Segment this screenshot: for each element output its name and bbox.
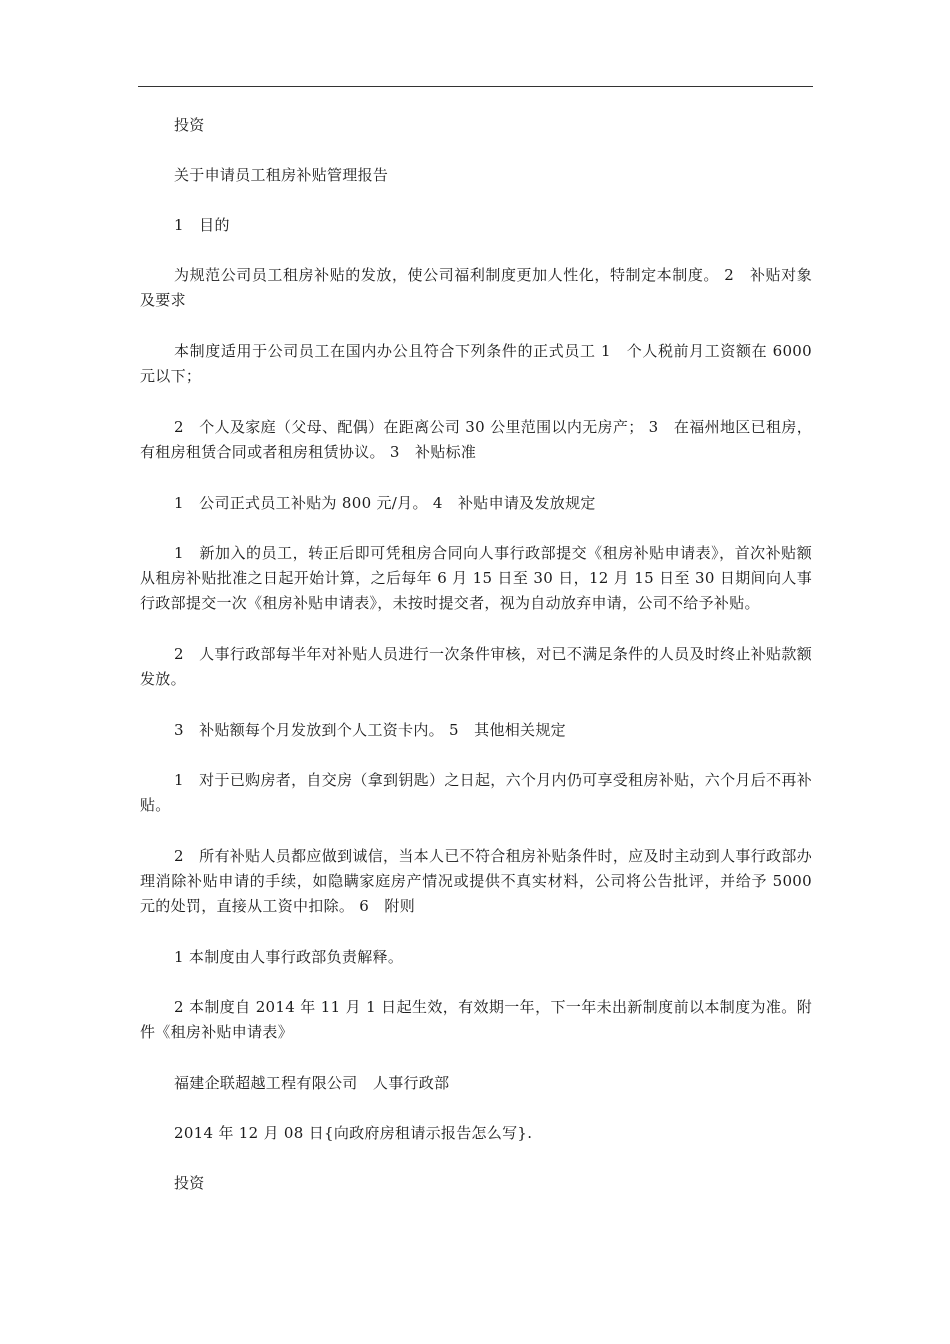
effective-date-paragraph: 2 本制度自 2014 年 11 月 1 日起生效，有效期一年，下一年未出新制度前以本制度为准。附件《租房补贴申请表》 [140,998,812,1041]
signature-date: 2014 年 12 月 08 日{向政府房租请示报告怎么写}. [174,1124,533,1142]
application-paragraph: 1 新加入的员工，转正后即可凭租房合同向人事行政部提交《租房补贴申请表》，首次补贴额从租房补贴批准之日起开始计算，之后每年 6 月 15 日至 30 日，12 月 15 日至 30 日期间向人事行政部提交一次《租房补贴申请表》，未按时提交者，视为自动放弃申请，公司不给予补贴。 [140,544,812,612]
conditions-paragraph: 2 个人及家庭（父母、配偶）在距离公司 30 公里范围以内无房产； 3 在福州地区已租房，有租房租赁合同或者租房租赁协议。 3 补贴标准 [140,418,812,461]
standard-paragraph: 1 公司正式员工补贴为 800 元/月。 4 补贴申请及发放规定 [174,494,596,512]
interpretation-paragraph: 1 本制度由人事行政部负责解释。 [174,948,404,966]
purpose-paragraph: 为规范公司员工租房补贴的发放，使公司福利制度更加人性化，特制定本制度。 2 补贴对象及要求 [140,266,812,309]
scope-paragraph: 本制度适用于公司员工在国内办公且符合下列条件的正式员工 1 个人税前月工资额在 6000 元以下； [140,342,812,385]
integrity-paragraph: 2 所有补贴人员都应做到诚信，当本人已不符合租房补贴条件时，应及时主动到人事行政部办理消除补贴申请的手续，如隐瞒家庭房产情况或提供不真实材料，公司将公告批评，并给予 5000 元的处罚，直接从工资中扣除。 6 附则 [140,847,812,915]
footer-tag: 投资 [174,1174,205,1192]
section-purpose-heading: 1 目的 [174,216,230,234]
purchased-house-paragraph: 1 对于已购房者，自交房（拿到钥匙）之日起，六个月内仍可享受租房补贴，六个月后不再补贴。 [140,771,812,814]
document-title: 关于申请员工租房补贴管理报告 [174,166,389,184]
header-tag: 投资 [174,116,205,134]
document-body [140,113,812,1221]
signature-department: 福建企联超越工程有限公司 人事行政部 [174,1074,450,1092]
review-paragraph: 2 人事行政部每半年对补贴人员进行一次条件审核，对已不满足条件的人员及时终止补贴款额发放。 [140,645,812,688]
payment-paragraph: 3 补贴额每个月发放到个人工资卡内。 5 其他相关规定 [174,721,566,739]
header-rule [138,86,813,87]
